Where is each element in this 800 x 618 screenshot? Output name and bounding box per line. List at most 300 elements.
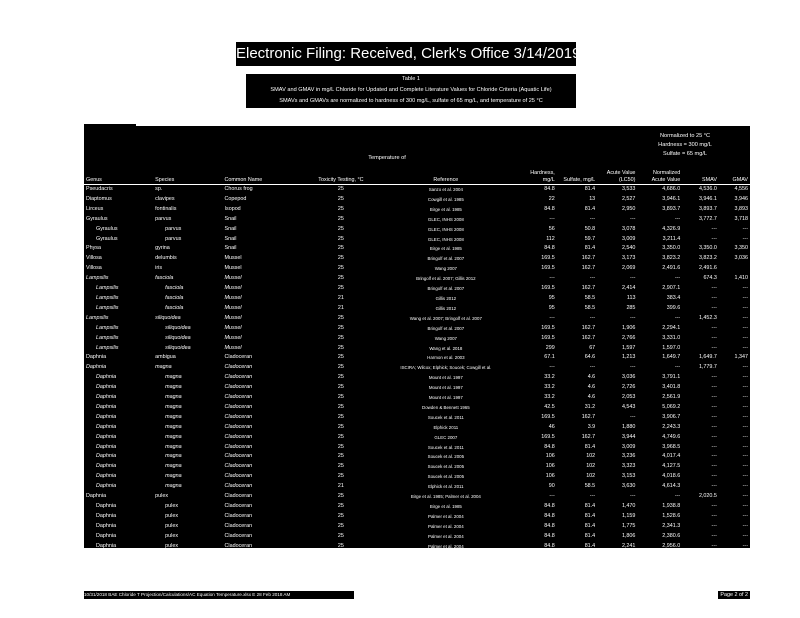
table-row (84, 314, 750, 324)
normalized-value-cell: --- (674, 493, 681, 500)
genus-cell: Daphnia (86, 493, 107, 500)
acute-value-cell: 1,159 (621, 512, 636, 519)
temperature-cell: 25 (337, 433, 344, 440)
smav-cell: 1,452.3 (698, 314, 717, 321)
table-row (84, 462, 750, 472)
species-cell: magna (165, 453, 182, 460)
species-cell: iris (155, 265, 163, 272)
temperature-cell: 25 (337, 463, 344, 470)
smav-cell: 3,823.2 (698, 255, 717, 262)
col-sulfate: Sulfate, mg/L (563, 177, 596, 183)
sulfate-cell: --- (589, 314, 596, 321)
hardness-cell: --- (549, 314, 555, 321)
reference-cell: Bringolf et al. 2007; Gillis 2012 (416, 276, 476, 282)
col-genus: Genus (86, 177, 102, 183)
acute-value-cell: 3,944 (621, 433, 636, 440)
table-row (84, 324, 750, 334)
species-cell: magna (165, 483, 182, 490)
reference-cell: Wang 2007 (434, 335, 457, 341)
caption-line-2: SMAVs and GMAVs are normalized to hardness of 300 mg/L, sulfate of 65 mg/L, and temperature of 25 °C (279, 98, 543, 104)
gmav-cell: 3,350 (734, 245, 748, 252)
genus-cell: Daphnia (96, 423, 117, 430)
gmav-cell: --- (742, 522, 748, 529)
temp-note-line-1: Temperature of (368, 155, 406, 161)
acute-value-cell: --- (630, 314, 636, 321)
gmav-cell: --- (742, 344, 748, 351)
smav-cell: 4,536.0 (698, 186, 717, 192)
normalized-value-cell: 5,069.2 (662, 403, 681, 410)
sulfate-cell: --- (589, 364, 596, 371)
species-cell: parvus (155, 215, 172, 222)
table-row (84, 284, 750, 294)
table-row (84, 383, 750, 393)
genus-cell: Daphnia (96, 473, 117, 480)
table-row (84, 195, 750, 205)
temperature-cell: 25 (337, 255, 344, 262)
temperature-cell: 25 (337, 493, 344, 500)
species-cell: siliquoidea (165, 324, 191, 331)
genus-cell: Daphnia (96, 532, 117, 539)
table-row (84, 443, 750, 453)
col-reference: Reference (433, 177, 459, 183)
species-cell: gyrina (155, 245, 170, 252)
species-cell: magna (165, 394, 182, 401)
col-species: Species (155, 177, 175, 183)
acute-value-cell: --- (630, 275, 636, 282)
species-cell: parvus (165, 235, 182, 242)
smav-cell: 674.3 (703, 275, 717, 282)
species-cell: pulex (155, 493, 169, 500)
table-row (84, 274, 750, 284)
acute-value-cell: 1,906 (621, 324, 636, 331)
table-row (84, 225, 750, 235)
acute-value-cell: 2,766 (621, 334, 636, 341)
reference-cell: Birge et al. 1985 (429, 246, 462, 252)
sulfate-cell: 64.6 (584, 354, 596, 361)
acute-value-cell: --- (630, 413, 636, 420)
smav-cell: --- (711, 453, 717, 460)
normalized-value-cell: 2,491.6 (662, 265, 681, 272)
smav-cell: --- (711, 304, 717, 311)
gmav-cell: --- (742, 453, 748, 460)
gmav-cell (719, 264, 750, 274)
smav-cell: --- (711, 433, 717, 440)
table-row (84, 254, 750, 264)
normalized-value-cell: 4,017.4 (662, 453, 681, 460)
sulfate-cell: 81.4 (584, 542, 596, 549)
sulfate-cell: --- (589, 493, 596, 500)
reference-cell: Bringolf et al. 2007 (427, 256, 465, 262)
hardness-cell: --- (549, 364, 555, 371)
genus-cell: Lirceus (86, 205, 104, 212)
reference-cell: Cowgill et al. 1985 (427, 196, 464, 202)
genus-cell: Lampsilis (86, 275, 109, 282)
sulfate-cell: 162.7 (581, 413, 596, 420)
smav-cell: --- (711, 285, 717, 292)
species-cell: fontinalis (155, 205, 177, 212)
common-name-cell: Mussel (224, 255, 242, 262)
acute-value-cell: 3,009 (621, 235, 636, 242)
genus-cell: Villosa (86, 265, 102, 272)
acute-value-cell: 2,540 (621, 245, 636, 252)
normalized-value-cell: 3,893.7 (662, 205, 681, 212)
genus-cell: Daphnia (96, 522, 117, 529)
gmav-cell: --- (742, 235, 748, 242)
normalization-note (630, 132, 740, 159)
genus-cell: Daphnia (96, 453, 117, 460)
species-cell: magna (165, 463, 182, 470)
table-row (84, 472, 750, 482)
hardness-cell: 46 (548, 423, 555, 430)
reference-cell: Wang et al. 2007; Bringolf et al. 2007 (409, 315, 482, 321)
acute-value-cell: 1,470 (621, 503, 636, 509)
smav-cell: 3,946.1 (698, 195, 717, 202)
genus-cell: Daphnia (96, 542, 117, 549)
normalized-value-cell: --- (674, 275, 681, 282)
species-cell: fasciola (165, 294, 184, 301)
gmav-cell: --- (742, 334, 748, 341)
species-cell: delumbis (155, 255, 177, 262)
gmav-cell: --- (742, 463, 748, 470)
table-row (84, 334, 750, 344)
temperature-cell: 21 (337, 294, 344, 301)
smav-cell: --- (711, 503, 717, 509)
hardness-cell: 112 (546, 235, 555, 242)
normalized-value-cell: 3,906.7 (662, 413, 681, 420)
genus-cell: Daphnia (96, 483, 117, 490)
common-name-cell: Cladoceran (224, 493, 253, 500)
sulfate-cell: 59.7 (584, 235, 596, 242)
reference-cell: Palmer et al. 2004 (428, 523, 464, 529)
smav-cell: 3,893.7 (698, 205, 717, 212)
gmav-cell: --- (742, 294, 748, 301)
sulfate-cell: 4.6 (587, 394, 596, 401)
table-row (84, 294, 750, 304)
species-cell: ambigua (155, 354, 176, 361)
temperature-cell: 25 (337, 374, 344, 381)
table-row (84, 542, 750, 552)
genus-cell: Daphnia (96, 443, 117, 450)
col-smav: SMAV (702, 177, 717, 183)
reference-cell: Mount et al. 1997 (428, 375, 463, 381)
norm-note-line-1: Normalized to 25 °C (659, 133, 711, 139)
species-cell: magna (165, 374, 182, 381)
hardness-cell: 33.2 (544, 374, 555, 381)
normalized-value-cell: 2,294.1 (662, 324, 681, 331)
genus-cell: Pseudacris (86, 186, 113, 192)
acute-value-cell: 1,597 (621, 344, 636, 351)
species-cell: magna (165, 413, 182, 420)
reference-cell: Birge et al. 1985 (429, 206, 462, 212)
smav-cell: 1,779.7 (698, 364, 717, 371)
species-cell: siliquoidea (165, 344, 191, 351)
gmav-cell: --- (742, 493, 748, 500)
smav-cell: --- (711, 423, 717, 430)
hardness-cell: 169.5 (541, 413, 555, 420)
genus-cell: Lampsilis (96, 285, 119, 292)
gmav-cell: --- (742, 503, 748, 509)
norm-note-line-2: Hardness = 300 mg/L (658, 142, 712, 148)
gmav-cell: 1,410 (734, 275, 748, 282)
reference-cell: GLEC, INHS 2008 (427, 226, 464, 232)
smav-cell: --- (711, 374, 717, 381)
gmav-cell: --- (742, 384, 748, 391)
smav-cell: --- (711, 512, 717, 519)
species-cell: magna (165, 443, 182, 450)
sulfate-cell: 13 (589, 195, 596, 202)
acute-value-cell: --- (630, 215, 636, 222)
sulfate-cell: 102 (586, 463, 596, 470)
genus-cell: Lampsilis (96, 294, 119, 301)
genus-cell: Lampsilis (96, 324, 119, 331)
reference-cell: Palmer et al. 2004 (428, 533, 464, 539)
hardness-cell: 95 (548, 304, 555, 311)
acute-value-cell: 3,323 (621, 463, 636, 470)
normalized-value-cell: 2,243.3 (662, 423, 681, 430)
normalized-value-cell: 2,956.0 (662, 542, 681, 549)
normalized-value-cell: 1,597.0 (662, 344, 681, 351)
hardness-cell: 95 (548, 294, 555, 301)
reference-cell: Soucek et al. 2005 (427, 454, 465, 460)
common-name-cell: Cladoceran (224, 473, 253, 480)
reference-cell: Elphick et al. 2011 (428, 484, 464, 490)
genus-cell: Daphnia (96, 394, 117, 401)
reference-cell: Wang et al. 2018 (429, 345, 463, 351)
hardness-cell: 169.5 (541, 265, 555, 272)
common-name-cell: Mussel (224, 344, 242, 351)
table-row (84, 264, 750, 274)
genus-cell: Lampsilis (96, 344, 119, 351)
sulfate-cell: 102 (586, 453, 596, 460)
sulfate-cell: 102 (586, 473, 596, 480)
hardness-cell: 106 (545, 453, 555, 460)
data-table-panel (84, 126, 750, 548)
acute-value-cell: 3,036 (621, 374, 636, 381)
table-row (84, 532, 750, 542)
genus-cell: Daphnia (96, 374, 117, 381)
hardness-cell: 106 (545, 463, 555, 470)
common-name-cell: Cladoceran (224, 364, 253, 371)
species-cell: siliquoidea (165, 334, 191, 341)
genus-cell: Physa (86, 245, 101, 252)
hardness-cell: --- (549, 275, 555, 282)
gmav-cell: --- (742, 394, 748, 401)
acute-value-cell: 3,078 (621, 225, 636, 232)
sulfate-cell: 81.4 (584, 503, 596, 509)
table-row (84, 452, 750, 462)
normalized-value-cell: 4,326.9 (662, 225, 681, 232)
normalized-value-cell: 399.6 (666, 304, 681, 311)
gmav-cell: 1,347 (734, 354, 748, 361)
gmav-cell: 4,556 (734, 186, 748, 192)
normalized-value-cell: 4,686.0 (662, 186, 681, 192)
hardness-cell: 84.8 (544, 245, 555, 252)
reference-cell: Soucek et al. 2011 (427, 414, 464, 420)
gmav-cell: --- (742, 443, 748, 450)
gmav-cell: --- (742, 512, 748, 519)
chloride-table (84, 158, 750, 552)
common-name-cell: Mussel (224, 334, 242, 341)
sulfate-cell: --- (589, 275, 596, 282)
normalized-value-cell: 3,401.8 (662, 384, 681, 391)
sulfate-cell: 58.5 (584, 294, 596, 301)
gmav-cell: --- (742, 285, 748, 292)
temperature-cell: 25 (337, 453, 344, 460)
temperature-cell: 25 (337, 285, 344, 292)
acute-value-cell: 3,630 (621, 483, 636, 490)
reference-cell: Mount et al. 1997 (428, 395, 463, 401)
acute-value-cell: 2,726 (621, 384, 636, 391)
reference-cell: Palmer et al. 2004 (428, 513, 464, 519)
acute-value-cell: 1,880 (621, 423, 636, 430)
sulfate-cell: 4.6 (587, 384, 596, 391)
normalized-value-cell: 1,528.6 (662, 512, 681, 519)
common-name-cell: Cladoceran (224, 423, 253, 430)
table-row (84, 205, 750, 215)
common-name-cell: Cladoceran (224, 354, 253, 361)
smav-cell: 3,772.7 (698, 215, 717, 222)
reference-cell: ISCIRA; Wilcox; Elphick; Soucek; Cowgill et al. (400, 365, 492, 371)
species-cell: sp. (155, 186, 163, 192)
common-name-cell: Cladoceran (224, 542, 253, 549)
temperature-cell: 25 (337, 245, 344, 252)
sulfate-cell: 50.8 (584, 225, 596, 232)
species-cell: pulex (165, 503, 179, 509)
smav-cell: --- (711, 384, 717, 391)
sulfate-cell: 81.4 (584, 443, 596, 450)
common-name-cell: Isopod (224, 205, 241, 212)
common-name-cell: Copepod (224, 195, 247, 202)
species-cell: magna (165, 403, 182, 410)
common-name-cell: Mussel (224, 265, 242, 272)
normalized-value-cell: 2,561.9 (662, 394, 681, 401)
smav-cell: --- (711, 532, 717, 539)
gmav-cell: --- (742, 225, 748, 232)
smav-cell: --- (711, 403, 717, 410)
normalized-value-cell: 4,127.5 (662, 463, 681, 470)
gmav-cell: --- (742, 413, 748, 420)
caption-line-1: SMAV and GMAV in mg/L Chloride for Updated and Complete Literature Values for Chloride Criteria (Aquatic Life) (270, 87, 552, 93)
species-cell: pulex (165, 512, 179, 519)
species-cell: fasciola (165, 285, 184, 292)
sulfate-cell: 162.7 (581, 334, 596, 341)
reference-cell: GLEC, INHS 2008 (427, 236, 464, 242)
reference-cell: Birge et al. 1985; Palmer et al. 2004 (410, 494, 481, 500)
common-name-cell: Cladoceran (224, 403, 253, 410)
genus-cell: Lampsilis (96, 334, 119, 341)
gmav-cell: 3,946 (734, 195, 748, 202)
genus-cell: Diaptomus (86, 195, 112, 202)
smav-cell: --- (711, 394, 717, 401)
normalized-value-cell: 1,938.8 (662, 503, 681, 509)
gmav-cell: --- (742, 304, 748, 311)
table-row (84, 363, 750, 373)
common-name-cell: Cladoceran (224, 522, 253, 529)
sulfate-cell: 58.5 (584, 304, 596, 311)
common-name-cell: Snail (224, 235, 237, 242)
hardness-cell: 90 (548, 483, 555, 490)
normalized-value-cell: 3,823.2 (662, 255, 681, 262)
gmav-cell: 3,893 (734, 205, 748, 212)
acute-value-cell: 1,806 (621, 532, 636, 539)
acute-value-cell: 2,950 (621, 205, 636, 212)
normalized-value-cell: 2,341.3 (662, 522, 681, 529)
common-name-cell: Snail (224, 245, 237, 252)
temperature-cell: 25 (337, 423, 344, 430)
genus-cell: Villosa (86, 255, 102, 262)
smav-cell: --- (711, 334, 717, 341)
genus-cell: Daphnia (96, 433, 117, 440)
temperature-cell: 25 (337, 186, 344, 192)
acute-value-cell: 3,533 (621, 186, 636, 192)
caption-title: Table 1 (401, 76, 421, 82)
hardness-cell: --- (549, 493, 555, 500)
table-row (84, 482, 750, 492)
gmav-cell: --- (742, 542, 748, 549)
common-name-cell: Cladoceran (224, 433, 253, 440)
smav-cell: --- (711, 344, 717, 351)
common-name-cell: Cladoceran (224, 453, 253, 460)
acute-value-cell: 2,527 (621, 195, 636, 202)
reference-cell: Soucek et al. 2011 (427, 444, 464, 450)
table-row (84, 304, 750, 314)
temperature-cell: 25 (337, 225, 344, 232)
table-row (84, 235, 750, 245)
normalized-value-cell: 3,946.1 (662, 195, 681, 202)
sulfate-cell: 81.4 (584, 186, 596, 192)
temperature-cell: 25 (337, 394, 344, 401)
table-row (84, 492, 750, 502)
temperature-cell: 25 (337, 314, 344, 321)
species-cell: fasciola (155, 275, 174, 282)
sulfate-cell: 67 (589, 344, 596, 351)
normalized-value-cell: 4,749.6 (662, 433, 681, 440)
smav-cell: 3,350.0 (698, 245, 717, 252)
temperature-cell: 25 (337, 215, 344, 222)
species-cell: pulex (165, 542, 179, 549)
common-name-cell: Cladoceran (224, 532, 253, 539)
temperature-cell: 25 (337, 275, 344, 282)
hardness-cell: 169.5 (541, 433, 555, 440)
species-cell: parvus (165, 225, 182, 232)
gmav-cell: --- (742, 403, 748, 410)
normalized-value-cell: 2,907.1 (662, 285, 681, 292)
acute-value-cell: 4,543 (621, 403, 636, 410)
temperature-cell: 25 (337, 542, 344, 549)
smav-cell: --- (711, 463, 717, 470)
smav-cell: 2,491.6 (698, 265, 717, 272)
sulfate-cell: 81.4 (584, 245, 596, 252)
norm-note-line-3: Sulfate = 65 mg/L (662, 151, 707, 157)
common-name-cell: Mussel (224, 324, 242, 331)
genus-cell: Daphnia (86, 354, 107, 361)
reference-cell: Wang 2007 (434, 266, 457, 272)
table-row (84, 344, 750, 354)
hardness-cell: 106 (545, 473, 555, 480)
temperature-cell: 25 (337, 532, 344, 539)
acute-value-cell: 2,069 (621, 265, 636, 272)
temperature-cell: 25 (337, 384, 344, 391)
hardness-cell: 84.8 (544, 532, 555, 539)
temperature-cell: 25 (337, 324, 344, 331)
common-name-cell: Cladoceran (224, 463, 253, 470)
filing-stamp: Electronic Filing: Received, Clerk's Office 3/14/2019 (236, 42, 576, 66)
common-name-cell: Mussel (224, 285, 242, 292)
hardness-cell: 56 (548, 225, 555, 232)
acute-value-cell: 113 (626, 294, 636, 301)
temperature-cell: 25 (337, 443, 344, 450)
table-row (84, 403, 750, 413)
